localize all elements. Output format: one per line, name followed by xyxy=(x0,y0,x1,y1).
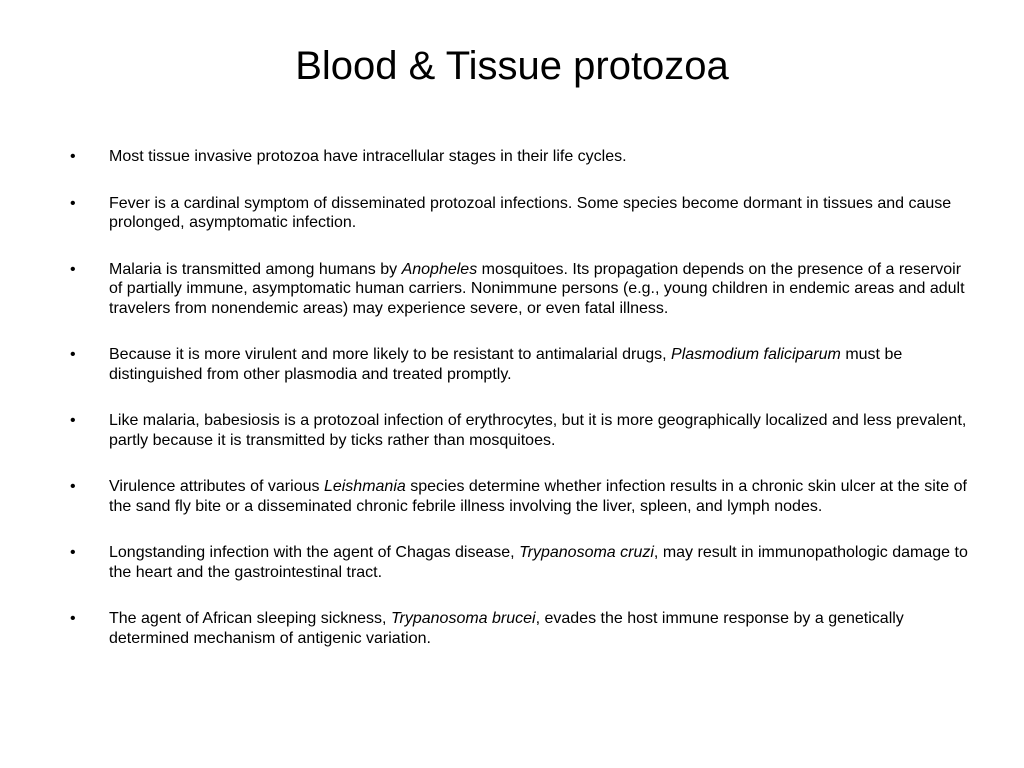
bullet-text xyxy=(109,478,967,515)
bullet-text xyxy=(109,610,904,647)
bullet-text xyxy=(109,148,627,165)
italic-species-name: Plasmodium faliciparum xyxy=(671,346,841,363)
bullet-text-segment: Like malaria, babesiosis is a protozoal infection of erythrocytes, but it is more geographically localized and less prevalent, partly because it is transmitted by ticks rather than mosquitoes. xyxy=(109,412,967,449)
bullet-text-segment: mosquitoes. Its propagation depends on the presence of a reservoir of partially immune, asymptomatic human carriers. Nonimmune persons (e.g., young children in endemic areas and adult travelers from nonendemic areas) may experience severe, or even fatal illness. xyxy=(109,260,965,317)
bullet-marker: • xyxy=(70,148,76,165)
bullet-marker: • xyxy=(70,610,76,627)
italic-species-name: Leishmania xyxy=(323,478,406,495)
bullet-text xyxy=(109,261,965,317)
bullet-item xyxy=(70,411,975,450)
bullet-marker: • xyxy=(70,544,76,561)
bullet-item xyxy=(70,345,975,384)
bullet-text-segment: The agent of African sleeping sickness, xyxy=(109,610,391,627)
bullet-item xyxy=(70,543,975,582)
italic-species-name: Trypanosoma brucei xyxy=(390,610,536,627)
bullet-text xyxy=(109,195,951,232)
bullet-text-segment: Because it is more virulent and more likely to be resistant to antimalarial drugs, xyxy=(109,346,672,363)
bullet-text-segment: Most tissue invasive protozoa have intracellular stages in their life cycles. xyxy=(109,148,627,165)
bullet-text xyxy=(109,412,966,449)
bullet-text-segment: must be distinguished from other plasmodia and treated promptly. xyxy=(109,346,903,383)
bullet-item xyxy=(70,147,975,167)
bullet-text xyxy=(109,346,902,383)
bullet-marker: • xyxy=(70,412,76,429)
bullet-text-segment: Virulence attributes of various xyxy=(109,478,324,495)
bullet-text xyxy=(109,544,968,581)
bullet-item xyxy=(70,477,975,516)
bullet-item xyxy=(70,194,975,233)
bullet-item xyxy=(70,260,975,319)
bullet-text-segment: Fever is a cardinal symptom of disseminated protozoal infections. Some species become dormant in tissues and cause prolonged, asymptomatic infection. xyxy=(109,194,952,231)
bullet-marker: • xyxy=(70,260,76,278)
bullet-marker: • xyxy=(70,194,76,212)
bullet-item xyxy=(70,609,975,648)
italic-species-name: Anopheles xyxy=(401,260,478,278)
bullet-text-segment: Longstanding infection with the agent of Chagas disease, xyxy=(109,544,520,561)
bullet-text-segment: , may result in immunopathologic damage to the heart and the gastrointestinal tract. xyxy=(109,544,968,581)
slide-title: Blood & Tissue protozoa xyxy=(295,44,729,88)
bullet-text-segment: species determine whether infection results in a chronic skin ulcer at the site of the sand fly bite or a disseminated chronic febrile illness involving the liver, spleen, and lymph nodes. xyxy=(109,478,967,515)
bullet-marker: • xyxy=(70,478,76,495)
bullet-marker: • xyxy=(70,346,76,363)
bullet-list xyxy=(70,147,975,675)
bullet-text-segment: Malaria is transmitted among humans by xyxy=(109,260,402,278)
bullet-text-segment: , evades the host immune response by a genetically determined mechanism of antigenic variation. xyxy=(109,610,904,647)
italic-species-name: Trypanosoma cruzi xyxy=(519,544,654,561)
